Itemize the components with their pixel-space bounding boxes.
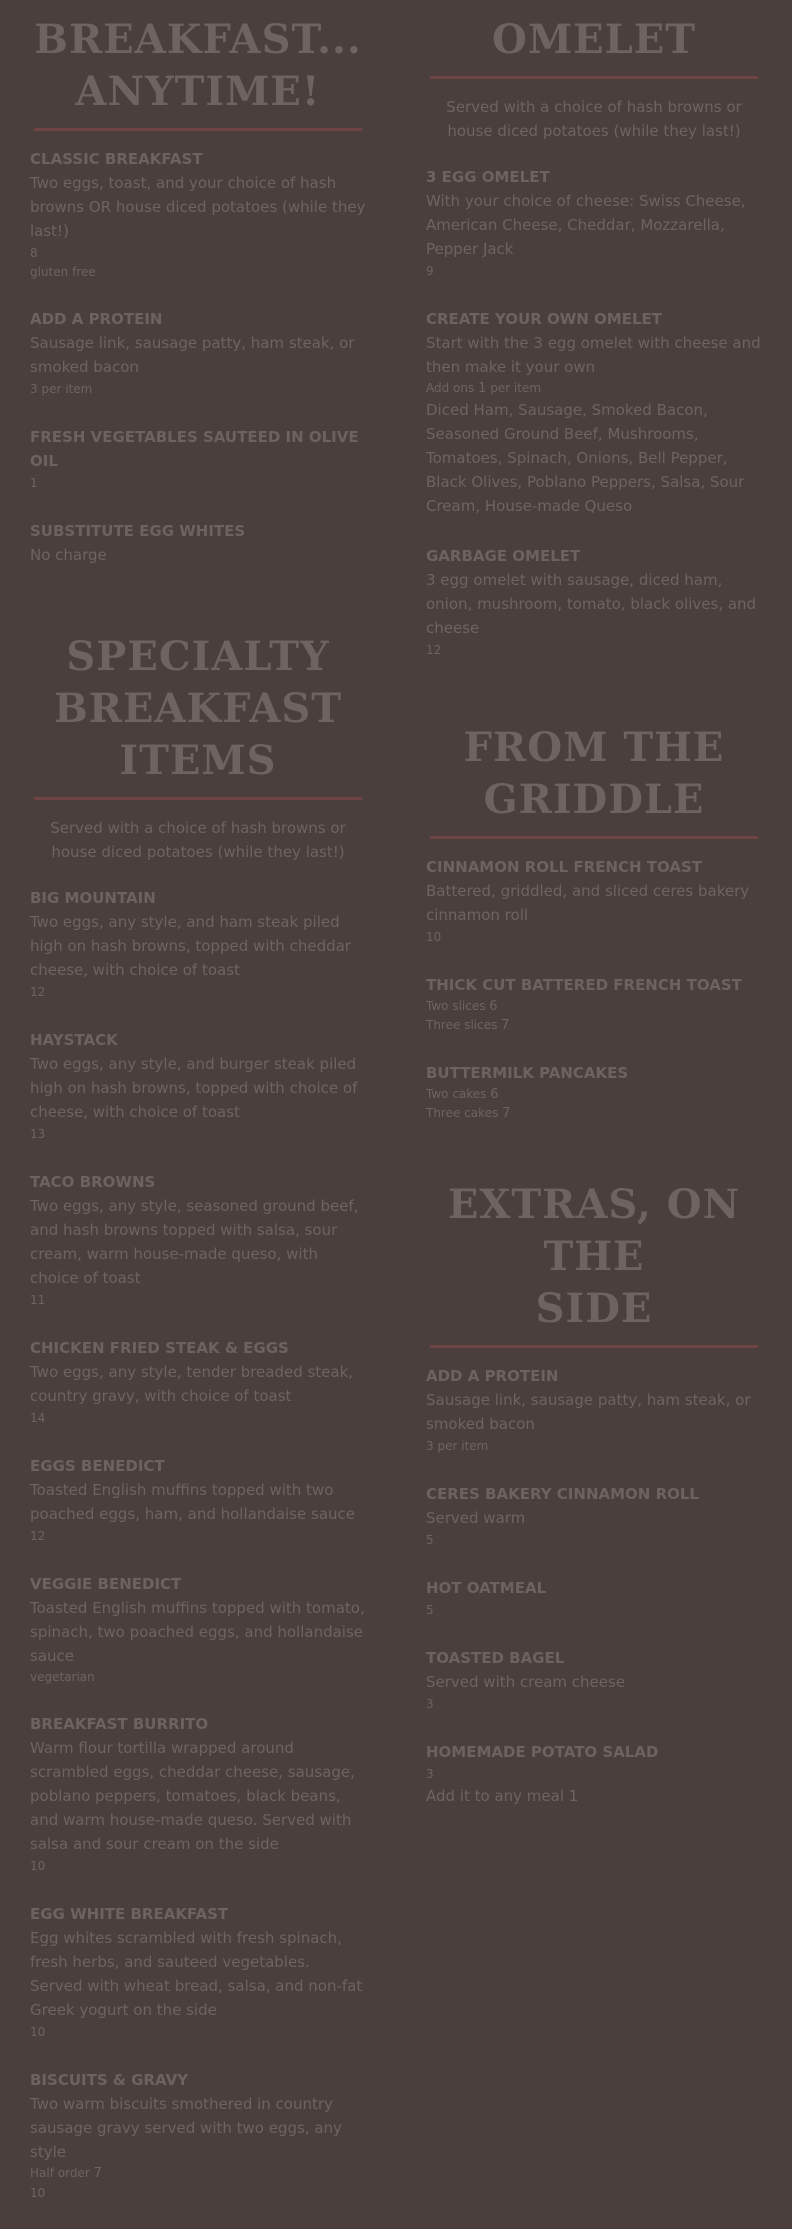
omelet-section [426,0,762,660]
item-price: 13 [30,1127,46,1141]
item-price: 9 [426,264,434,278]
section-intro: Served with a choice of hash browns or house diced potatoes (while they last!) [446,98,742,140]
item-description: Add it to any meal 1 [426,1787,579,1805]
extras-section [426,1149,762,1808]
option-label: Three slices [426,1018,498,1032]
menu-item [30,1712,366,1876]
heading-line: BREAKFAST... [34,16,362,63]
item-price: 8 [30,246,38,260]
right-column [426,0,762,1834]
item-description: Sausage link, sausage patty, ham steak, or smoked bacon [30,334,355,376]
menu-item [30,1902,366,2042]
item-option [426,1016,762,1035]
item-name: BISCUITS & GRAVY [30,2071,189,2089]
item-price: 5 [426,1603,434,1617]
item-name: SUBSTITUTE EGG WHITES [30,522,246,540]
heading-line: BREAKFAST ITEMS [53,685,343,784]
menu-item [426,1061,762,1123]
item-price: 5 [426,1533,434,1547]
item-price: 12 [426,643,442,657]
item-name: 3 EGG OMELET [426,168,550,186]
item-name: CERES BAKERY CINNAMON ROLL [426,1485,699,1503]
menu-item [426,973,762,1035]
menu-item [426,1576,762,1620]
item-name: VEGGIE BENEDICT [30,1575,182,1593]
menu-item [30,147,366,281]
price-value: 3 [426,1439,434,1453]
item-description: Two warm biscuits smothered in country sausage gravy served with two eggs, any style [30,2095,342,2161]
menu-item [30,307,366,399]
item-note: gluten free [30,265,96,279]
menu-item [30,519,366,567]
item-description: Two eggs, any style, and ham steak piled high on hash browns, topped with cheddar cheese, with choice of toast [30,913,351,979]
item-note: per item [41,382,93,396]
item-name: BREAKFAST BURRITO [30,1715,209,1733]
item-name: EGGS BENEDICT [30,1457,165,1475]
section-heading: OMELET [492,16,696,63]
item-name: CINNAMON ROLL FRENCH TOAST [426,858,703,876]
item-price [30,379,366,399]
option-price: 7 [502,1106,511,1121]
option-price: 6 [489,999,498,1014]
price-value: 3 [30,382,38,396]
option-price: 7 [501,1018,510,1033]
option-price: 1 [478,381,487,396]
item-description: Diced Ham, Sausage, Smoked Bacon, Seasoned Ground Beef, Mushrooms, Tomatoes, Spinach, Onions, Bell Pepper, Black Olives, Poblano Peppers, Salsa, Sour Cream, House-made Queso [426,401,745,515]
item-name: HOT OATMEAL [426,1579,547,1597]
menu-item [30,886,366,1002]
heading-line: ANYTIME! [75,68,321,115]
menu-item [30,1028,366,1144]
item-description: Egg whites scrambled with fresh spinach, fresh herbs, and sauteed vegetables. Served with wheat bread, salsa, and non-fat Greek yogurt on the side [30,1929,363,2019]
item-name: TOASTED BAGEL [426,1649,565,1667]
item-price: 10 [426,930,442,944]
item-price: 12 [30,1529,46,1543]
menu-item [30,1170,366,1310]
item-name: EGG WHITE BREAKFAST [30,1905,229,1923]
item-description: Toasted English muffins topped with two poached eggs, ham, and hollandaise sauce [30,1481,356,1523]
heading-line: EXTRAS, ON THE [447,1181,741,1280]
item-name: HAYSTACK [30,1031,118,1049]
menu-item [30,1572,366,1686]
breakfast-section [30,0,366,567]
item-option [30,2164,366,2183]
heading-divider [34,128,362,131]
option-unit: per item [490,381,542,395]
heading-line: GRIDDLE [483,776,705,823]
option-price: 6 [490,1087,499,1102]
item-name: ADD A PROTEIN [426,1367,559,1385]
item-description: Two eggs, any style, seasoned ground beef, and hash browns topped with salsa, sour cream, warm house-made queso, with choice of toast [30,1197,359,1287]
item-description: Two eggs, toast, and your choice of hash browns OR house diced potatoes (while they last!) [30,174,366,240]
item-name: BIG MOUNTAIN [30,889,156,907]
menu-item [30,1454,366,1546]
item-description: Battered, griddled, and sliced ceres bakery cinnamon roll [426,882,750,924]
item-price [426,1436,762,1456]
option-label: Two cakes [426,1087,487,1101]
item-description: 3 egg omelet with sausage, diced ham, onion, mushroom, tomato, black olives, and cheese [426,571,757,637]
item-description: Toasted English muffins topped with tomato, spinach, two poached eggs, and hollandaise sauce [30,1599,365,1665]
item-name: CLASSIC BREAKFAST [30,150,203,168]
item-description: With your choice of cheese: Swiss Cheese, American Cheese, Cheddar, Mozzarella, Pepper Jack [426,192,746,258]
option-label: Two slices [426,999,486,1013]
menu-item [426,544,762,660]
item-name: THICK CUT BATTERED FRENCH TOAST [426,976,742,994]
heading-line: SIDE [535,1285,653,1332]
item-price: 1 [30,476,38,490]
left-column [30,0,366,2229]
item-description: Sausage link, sausage patty, ham steak, or smoked bacon [426,1391,751,1433]
griddle-section [426,686,762,1123]
section-heading [30,631,366,787]
menu-item [426,855,762,947]
menu-item [426,165,762,281]
item-option [426,379,762,398]
menu-item [426,1646,762,1714]
item-name: TACO BROWNS [30,1173,156,1191]
item-description: Served warm [426,1509,526,1527]
item-price: 10 [30,2186,46,2200]
item-description: Start with the 3 egg omelet with cheese and then make it your own [426,334,761,376]
heading-line: FROM THE [463,724,725,771]
heading-divider [430,1345,758,1348]
item-note: per item [437,1439,489,1453]
section-heading [426,1179,762,1335]
item-option [426,1104,762,1123]
item-option [426,1085,762,1104]
item-name: CREATE YOUR OWN OMELET [426,310,663,328]
menu-item [426,1364,762,1456]
heading-divider [430,836,758,839]
item-name: BUTTERMILK PANCAKES [426,1064,629,1082]
menu-item [30,425,366,493]
item-name: FRESH VEGETABLES SAUTEED IN OLIVE OIL [30,428,359,470]
heading-divider [430,76,758,79]
item-price: 10 [30,2025,46,2039]
item-note: vegetarian [30,1670,95,1684]
menu-item [30,2068,366,2203]
menu-item [30,1336,366,1428]
section-intro: Served with a choice of hash browns or house diced potatoes (while they last!) [50,819,346,861]
item-price: 14 [30,1411,46,1425]
item-description: Two eggs, any style, and burger steak piled high on hash browns, topped with choice of cheese, with choice of toast [30,1055,358,1121]
heading-divider [34,797,362,800]
item-description: Warm flour tortilla wrapped around scrambled eggs, cheddar cheese, sausage, poblano peppers, tomatoes, black beans, and warm house-made queso. Served with salsa and sour cream on the side [30,1739,355,1853]
item-description: No charge [30,546,107,564]
option-label: Three cakes [426,1106,499,1120]
menu-item [426,1482,762,1550]
item-price: 10 [30,1859,46,1873]
item-name: GARBAGE OMELET [426,547,581,565]
option-label: Add ons [426,381,475,395]
item-description: Two eggs, any style, tender breaded steak, country gravy, with choice of toast [30,1363,354,1405]
heading-line: SPECIALTY [66,633,330,680]
option-price: 7 [93,2166,102,2181]
section-heading [426,722,762,826]
specialty-section [30,593,366,2203]
item-option [426,997,762,1016]
item-price: 11 [30,1293,46,1307]
menu-item [426,1740,762,1808]
item-name: ADD A PROTEIN [30,310,163,328]
item-name: CHICKEN FRIED STEAK & EGGS [30,1339,289,1357]
item-name: HOMEMADE POTATO SALAD [426,1743,659,1761]
item-price: 12 [30,985,46,999]
option-label: Half order [30,2166,90,2180]
item-price: 3 [426,1767,434,1781]
item-description: Served with cream cheese [426,1673,626,1691]
section-heading [30,14,366,118]
menu-item [426,307,762,518]
item-price: 3 [426,1697,434,1711]
